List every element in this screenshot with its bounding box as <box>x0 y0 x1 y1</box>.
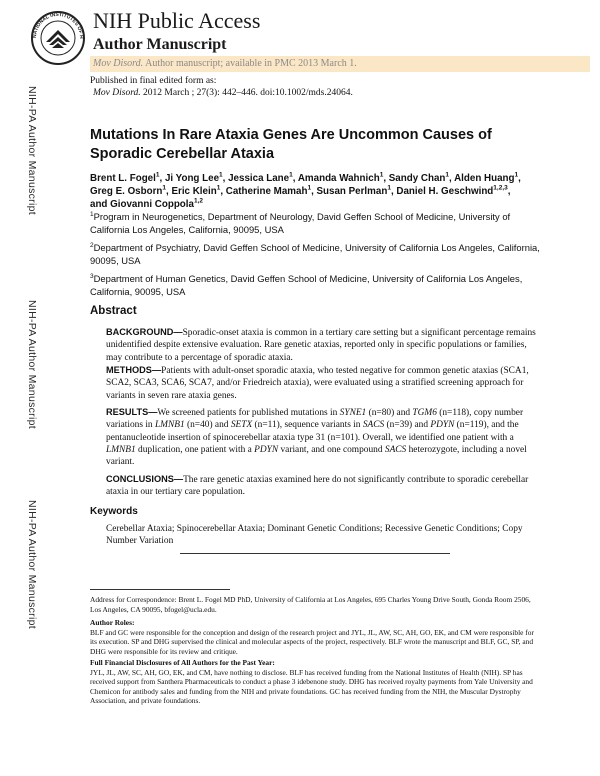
citation-details: 2012 March ; 27(3): 442–446. doi:10.1002/mds.24064. <box>140 88 353 98</box>
results-text: heterozygote, including a novel variant. <box>106 444 527 468</box>
gene-name: SACS <box>384 444 407 455</box>
footnote-divider <box>90 589 230 590</box>
disclosures-heading: Full Financial Disclosures of All Authors for the Past Year: <box>90 658 275 667</box>
gene-name: LMNB1 <box>106 444 136 455</box>
results-body <box>106 408 527 467</box>
sidebar-label-middle: NIH-PA Author Manuscript <box>26 300 38 429</box>
results-text: (n=39) and <box>384 420 431 431</box>
affiliation-3: $^3$Department of Human Genetics, David Geffen School of Medicine, University of California Los Angeles, California, 90095, USA <box>90 272 523 297</box>
author-name: Susan Perlman <box>316 186 388 197</box>
author-roles-heading: Author Roles: <box>90 618 135 627</box>
citation-journal: Mov Disord. <box>93 88 141 98</box>
results-text: We screened patients for published mutations in <box>157 408 340 418</box>
journal-availability-banner <box>90 56 590 72</box>
results-text: (n=118), copy number variations in <box>106 408 524 431</box>
author-name: Jessica Lane <box>228 173 290 184</box>
citation <box>90 87 353 99</box>
published-in-label: Published in final edited form as: <box>90 76 217 86</box>
gene-name: PDYN <box>254 444 279 455</box>
author-name: Alden Huang <box>454 173 515 184</box>
author-name: Ji Yong Lee <box>164 173 220 184</box>
article-title: Mutations In Rare Ataxia Genes Are Uncommon Causes of Sporadic Cerebellar Ataxia <box>90 127 492 162</box>
abstract-methods: METHODS—Patients with adult-onset sporadic ataxia, who tested negative for common genetic ataxias (SCA1, SCA2, SCA3, SCA6, SCA7, and/or Friedreich ataxia), were evaluated using a stratified screening approach for variants in seven rare ataxia genes. <box>106 365 529 401</box>
correspondence-footnote: Address for Correspondence: Brent L. Fogel MD PhD, University of California at Los Angeles, 695 Charles Young Drive South, Gonda Room 2506, Los Angeles, CA 90095, bfogel@ucla.edu. <box>90 595 531 614</box>
results-text: (n=119), and the pentanucleotide insertion of spinocerebellar ataxia type 31 (n=101). Overall, we identified one patient with a <box>106 420 519 443</box>
logo-arc-text: NATIONAL INSTITUTES OF H <box>31 11 85 39</box>
author-list: Brent L. Fogel$^1$, Ji Yong Lee$^1$, Jessica Lane$^1$, Amanda Wahnich$^1$, Sandy Chan$^1$, Alden Huang$^1$, Greg E. Osborn$^1$, Eric Klein$^1$, Catherine Mamah$^1$, Susan Perlman$^1$, Daniel H. Geschwind$^{1,2,3}$, and Giovanni Coppola$^{1,2}$ <box>90 171 521 210</box>
author-affiliation-mark: 1 <box>155 171 160 179</box>
sidebar-label-bottom: NIH-PA Author Manuscript <box>26 500 38 629</box>
author-affiliation-mark: 1,2,3 <box>493 184 508 192</box>
gene-name: SACS <box>362 420 385 431</box>
keywords-heading: Keywords <box>90 506 138 517</box>
author-affiliation-mark: 1 <box>289 171 293 179</box>
author-name: Giovanni Coppola <box>110 199 194 210</box>
affiliation-2: $^2$Department of Psychiatry, David Geffen School of Medicine, University of California Los Angeles, California, 90095, USA <box>90 241 540 266</box>
author-affiliation-mark: 1 <box>162 184 167 192</box>
disclosures-footnote: Full Financial Disclosures of All Authors for the Past Year: JYL, JL, AW, SC, AH, GO, EK, and CM, have nothing to disclose. BLF has received funding from the National Institutes of Health (NIH). SP has received support from Santhera Pharmaceuticals to conduct a phase 3 idebenone study. DHG has received royalty payments from Yale University and Chemicon for antibody sales and funding from the NIH and private foundations. GC has received funding from the NIH, the Muscular Dystrophy Association, and private foundations. <box>90 658 533 705</box>
author-name: Catherine Mamah <box>225 186 308 197</box>
results-text: (n=80) and <box>366 408 413 418</box>
gene-name: LMNB1 <box>154 420 185 431</box>
gene-name: PDYN <box>430 420 455 431</box>
author-name: Daniel H. Geschwind <box>396 186 494 197</box>
author-name: Amanda Wahnich <box>297 173 380 184</box>
results-text: (n=40) and <box>184 420 231 431</box>
abstract-conclusions: CONCLUSIONS—The rare genetic ataxias examined here do not significantly contribute to sporadic cerebellar ataxia in our tertiary care population. <box>106 474 529 498</box>
author-name: Brent L. Fogel <box>90 173 156 184</box>
keywords-divider <box>180 553 450 554</box>
abstract-background: BACKGROUND—Sporadic-onset ataxia is common in a tertiary care setting but a significant percentage remains unidentified despite extensive evaluation. Rare genetic ataxias, reported only in specific populations or families, may contribute to a percentage of sporadic ataxia. <box>106 327 536 363</box>
nih-public-access-title: NIH Public Access <box>93 8 261 33</box>
author-affiliation-mark: 1 <box>514 171 519 179</box>
gene-name: SETX <box>230 420 253 431</box>
author-affiliation-mark: 1,2 <box>193 197 204 205</box>
author-roles-footnote: Author Roles: BLF and GC were responsible for the conception and design of the research project and JYL, JL, AW, SC, AH, GO, EK, and CM were responsible for its execution. SP and DHG supervised the clinical and molecular aspects of the project, respectively. BLF wrote the manuscript and BLF, GC, SP, and DHG were responsible for its review and critique. <box>90 618 534 656</box>
gene-name: SYNE1 <box>339 408 367 418</box>
keywords-list: Cerebellar Ataxia; Spinocerebellar Ataxia; Dominant Genetic Conditions; Recessive Genetic Conditions; Copy Number Variation <box>106 524 523 547</box>
author-affiliation-mark: 1 <box>307 184 312 192</box>
author-manuscript-label: Author Manuscript <box>93 36 227 53</box>
author-affiliation-mark: 1 <box>387 184 391 192</box>
publication-info <box>90 75 353 99</box>
author-affiliation-mark: 1 <box>216 184 221 192</box>
banner-journal: Mov Disord. <box>93 58 144 69</box>
results-text: (n=11), sequence variants in <box>252 420 363 431</box>
results-text: duplication, one patient with a <box>135 444 255 455</box>
author-affiliation-mark: 1 <box>219 171 223 179</box>
author-name: Sandy Chan <box>388 173 446 184</box>
affiliation-1: $^1$Program in Neurogenetics, Department of Neurology, David Geffen School of Medicine, University of California Los Angeles, California, 90095, USA <box>90 210 511 235</box>
sidebar-label-top: NIH-PA Author Manuscript <box>26 86 38 215</box>
author-name: Greg E. Osborn <box>90 186 163 197</box>
banner-availability: Author manuscript; available in PMC 2013 March 1. <box>143 58 357 69</box>
author-name: Eric Klein <box>171 186 217 197</box>
author-affiliation-mark: 1 <box>379 171 384 179</box>
abstract-heading: Abstract <box>90 305 137 317</box>
results-text: variant, and one compound <box>278 444 385 455</box>
author-affiliation-mark: 1 <box>445 171 450 179</box>
nih-seal-logo <box>30 10 86 66</box>
gene-name: TGM6 <box>412 408 437 418</box>
abstract-results: RESULTS—We screened patients for published mutations in SYNE1 (n=80) and TGM6 (n=118), copy number variations in LMNB1 (n=40) and SETX (n=11), sequence variants in SACS (n=39) and PDYN (n=119), and the pentanucleotide insertion of spinocerebellar ataxia type 31 (n=101). Overall, we identified one patient with a LMNB1 duplication, one patient with a PDYN variant, and one compound SACS heterozygote, including a novel variant. <box>106 407 527 468</box>
